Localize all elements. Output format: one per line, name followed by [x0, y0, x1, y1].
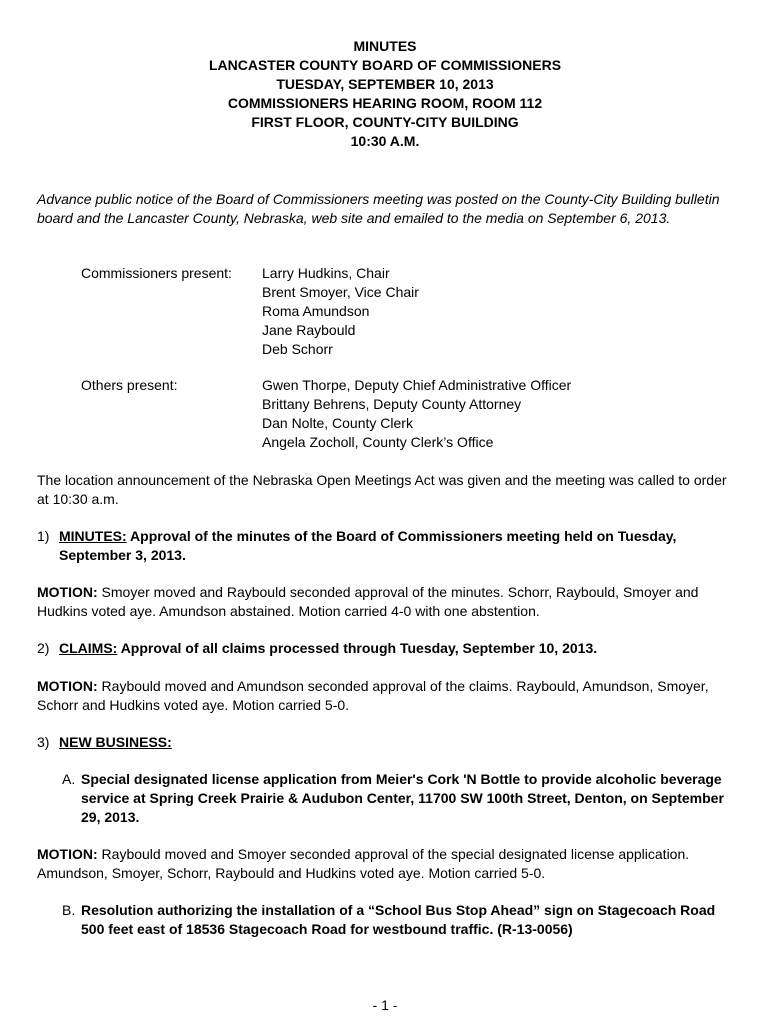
- sub-item-letter: A.: [62, 771, 76, 787]
- item-text: [59, 733, 729, 752]
- item-heading: NEW BUSINESS:: [59, 734, 172, 750]
- header-time: 10:30 A.M.: [350, 133, 420, 149]
- commissioners-label: Commissioners present:: [81, 265, 232, 281]
- attendee-name: Angela Zocholl, County Clerk’s Office: [262, 434, 494, 450]
- page-number: - 1 -: [372, 997, 398, 1013]
- motion-label: MOTION:: [37, 846, 98, 862]
- public-notice: Advance public notice of the Board of Commissioners meeting was posted on the County-City Building bulletin board and the Lancaster County, Nebraska, web site and emailed to the media on September 6, 2013.: [37, 191, 720, 226]
- motion-2: [37, 677, 737, 715]
- attendee-name: Brittany Behrens, Deputy County Attorney: [262, 396, 522, 412]
- motion-3: [37, 845, 737, 883]
- motion-label: MOTION:: [37, 678, 98, 694]
- motion-1: [37, 583, 737, 621]
- item-description: Approval of the minutes of the Board of Commissioners meeting held on Tuesday, September 3, 2013.: [59, 528, 677, 563]
- item-heading: CLAIMS:: [59, 640, 118, 656]
- item-heading: MINUTES:: [59, 528, 127, 544]
- item-number: 3): [37, 734, 50, 750]
- sub-item-letter: B.: [62, 902, 76, 918]
- item-number: 1): [37, 528, 50, 544]
- item-number: 2): [37, 640, 50, 656]
- header-date: TUESDAY, SEPTEMBER 10, 2013: [276, 76, 494, 92]
- item-text: [59, 527, 729, 565]
- header-board: LANCASTER COUNTY BOARD OF COMMISSIONERS: [208, 57, 562, 73]
- header-room: COMMISSIONERS HEARING ROOM, ROOM 112: [227, 95, 543, 111]
- commissioner-name: Jane Raybould: [262, 322, 356, 338]
- sub-item-text: Resolution authorizing the installation of a “School Bus Stop Ahead” sign on Stagecoach Road 500 feet east of 18536 Stagecoach Road for westbound traffic. (R-13-0056): [81, 902, 716, 937]
- location-announcement: The location announcement of the Nebraska Open Meetings Act was given and the meeting was called to order at 10:30 a.m.: [37, 472, 727, 507]
- item-text: [59, 639, 729, 658]
- attendee-name: Gwen Thorpe, Deputy Chief Administrative Officer: [262, 377, 572, 393]
- attendee-name: Dan Nolte, County Clerk: [262, 415, 413, 431]
- minutes-header: [0, 37, 770, 151]
- sub-item-text: Special designated license application from Meier's Cork 'N Bottle to provide alcoholic beverage service at Spring Creek Prairie & Audubon Center, 11700 SW 100th Street, Denton, on September 29, 2013.: [81, 771, 724, 825]
- commissioner-name: Roma Amundson: [262, 303, 370, 319]
- motion-text: Smoyer moved and Raybould seconded approval of the minutes. Schorr, Raybould, Smoyer and Hudkins voted aye. Amundson abstained. Motion carried 4-0 with one abstention.: [37, 584, 699, 619]
- commissioner-name: Brent Smoyer, Vice Chair: [262, 284, 419, 300]
- commissioner-name: Larry Hudkins, Chair: [262, 265, 390, 281]
- motion-text: Raybould moved and Amundson seconded approval of the claims. Raybould, Amundson, Smoyer, Schorr and Hudkins voted aye. Motion carried 5-0.: [37, 678, 709, 713]
- others-label: Others present:: [81, 377, 178, 393]
- header-title: MINUTES: [353, 38, 417, 54]
- commissioners-list: [262, 264, 682, 359]
- commissioner-name: Deb Schorr: [262, 341, 333, 357]
- others-list: [262, 376, 682, 452]
- header-building: FIRST FLOOR, COUNTY-CITY BUILDING: [251, 114, 519, 130]
- item-description: Approval of all claims processed through Tuesday, September 10, 2013.: [117, 640, 598, 656]
- motion-label: MOTION:: [37, 584, 98, 600]
- motion-text: Raybould moved and Smoyer seconded approval of the special designated license application. Amundson, Smoyer, Schorr, Raybould and Hudkins voted aye. Motion carried 5-0.: [37, 846, 690, 881]
